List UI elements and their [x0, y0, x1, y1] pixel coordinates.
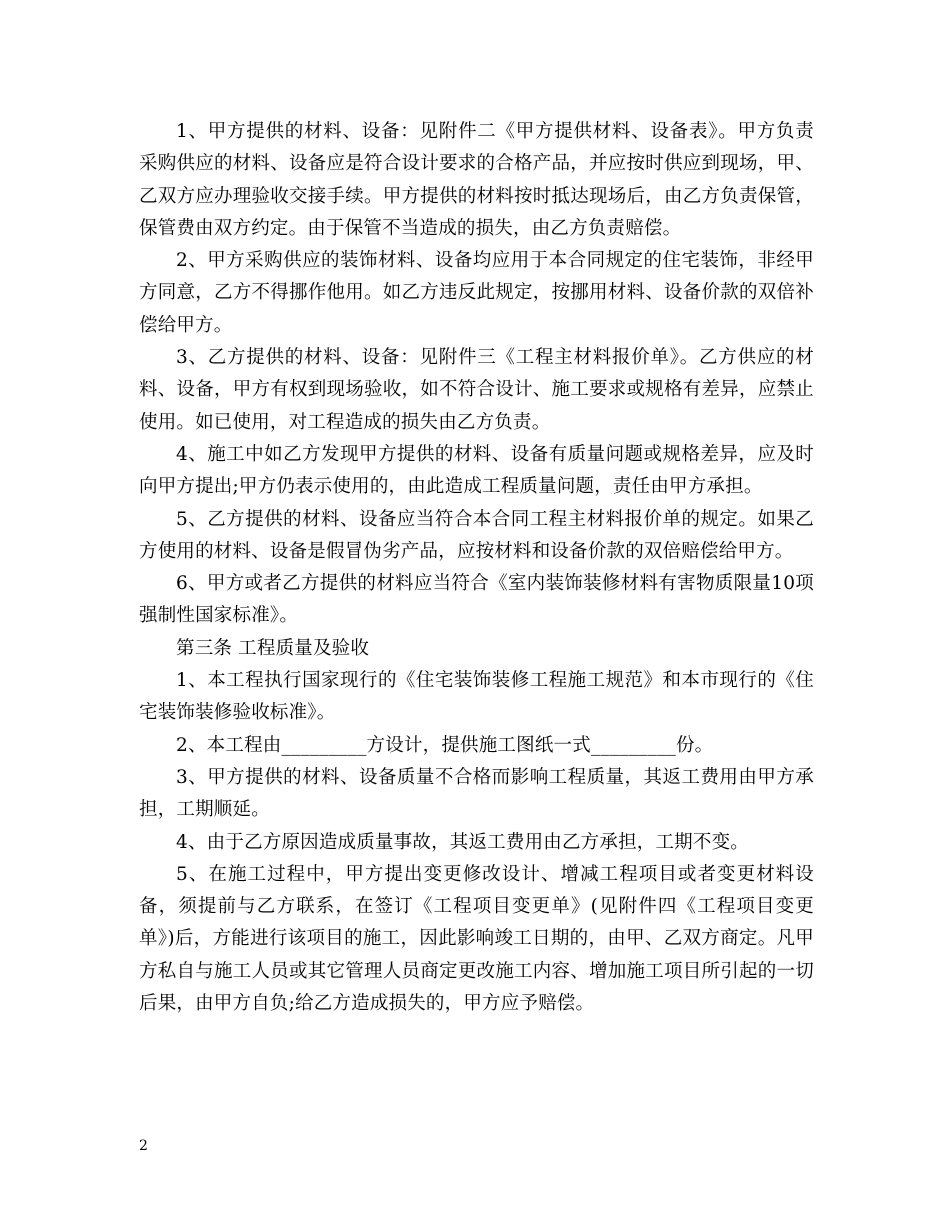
paragraph-materials-party-b: 3、乙方提供的材料、设备：见附件三《工程主材料报价单》。乙方供应的材料、设备，甲方有权到现场验收，如不符合设计、施工要求或规格有差异，应禁止使用。如已使用，对工程造成的损失由乙方负责。: [139, 347, 814, 433]
paragraph-rework-party-a: 3、甲方提供的材料、设备质量不合格而影响工程质量，其返工费用由甲方承担，工期顺延。: [139, 766, 814, 821]
paragraph-price-list-compliance: 5、乙方提供的材料、设备应当符合本合同工程主材料报价单的规定。如果乙方使用的材料、设备是假冒伪劣产品，应按材料和设备价款的双倍赔偿给甲方。: [139, 508, 814, 562]
paragraph-quality-issues: 4、施工中如乙方发现甲方提供的材料、设备有质量问题或规格差异，应及时向甲方提出;甲方仍表示使用的，由此造成工程质量问题，责任由甲方承担。: [139, 443, 814, 498]
paragraph-construction-standards: 1、本工程执行国家现行的《住宅装饰装修工程施工规范》和本市现行的《住宅装饰装修验收标准》。: [139, 670, 814, 724]
page-number: 2: [139, 1138, 148, 1154]
paragraph-rework-party-b: 4、由于乙方原因造成质量事故，其返工费用由乙方承担，工期不变。: [176, 831, 749, 853]
document-body: [139, 116, 814, 1020]
paragraph-national-standard: 6、甲方或者乙方提供的材料应当符合《室内装饰装修材料有害物质限量10项强制性国家标准》。: [139, 573, 814, 627]
paragraph-change-orders: 5、在施工过程中，甲方提出变更修改设计、增减工程项目或者变更材料设备，须提前与乙方联系，在签订《工程项目变更单》(见附件四《工程项目变更单》)后，方能进行该项目的施工，因此影响竣工日期的，由甲、乙双方商定。凡甲方私自与施工人员或其它管理人员商定更改施工内容、增加施工项目所引起的一切后果，由甲方自负;给乙方造成损失的，甲方应予赔偿。: [139, 863, 814, 1015]
paragraph-materials-party-a: 1、甲方提供的材料、设备：见附件二《甲方提供材料、设备表》。甲方负责采购供应的材料、设备应是符合设计要求的合格产品，并应按时供应到现场，甲、乙双方应办理验收交接手续。甲方提供的材料按时抵达现场后，由乙方负责保管，保管费由双方约定。由于保管不当造成的损失，由乙方负责赔偿。: [139, 121, 814, 239]
paragraph-materials-usage: 2、甲方采购供应的装饰材料、设备均应用于本合同规定的住宅装饰，非经甲方同意，乙方不得挪作他用。如乙方违反此规定，按挪用材料、设备价款的双倍补偿给甲方。: [139, 250, 814, 336]
paragraph-design-drawings: 2、本工程由_________方设计，提供施工图纸一式_________份。: [176, 734, 714, 756]
section-heading-quality-acceptance: 第三条 工程质量及验收: [176, 637, 370, 659]
